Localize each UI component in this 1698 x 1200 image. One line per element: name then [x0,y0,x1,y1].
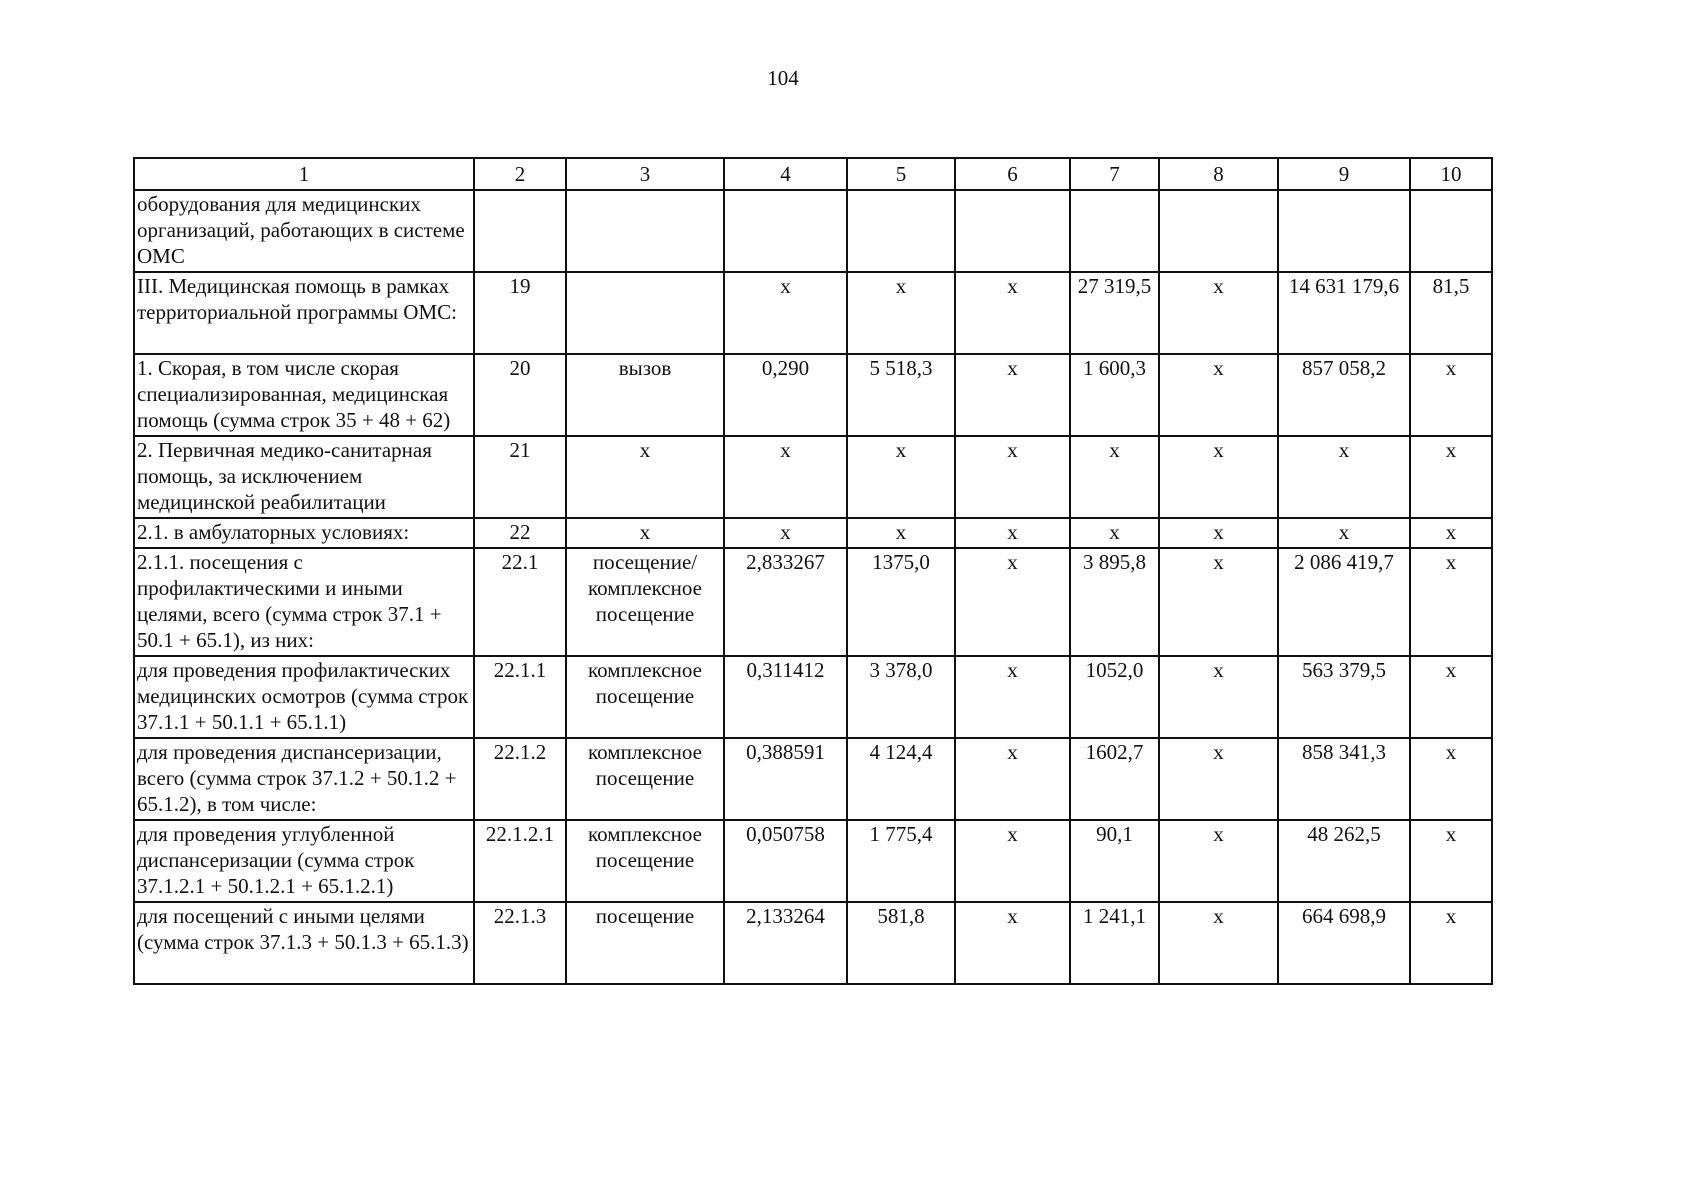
table-row [134,656,1492,738]
table-cell-col-4: 0,388591 [724,738,847,820]
table-cell-col-6: х [955,656,1070,738]
table-cell-col-4 [724,190,847,272]
table-cell-col-2: 22.1.3 [474,902,566,984]
table-row [134,190,1492,272]
table-cell-col-10 [1410,190,1492,272]
table-cell-col-8 [1159,190,1278,272]
table-cell-col-6: х [955,738,1070,820]
table-cell-col-5: 1 775,4 [847,820,955,902]
table-cell-col-7: 3 895,8 [1070,548,1159,656]
table-cell-col-3: х [566,436,724,518]
table-cell-col-6: х [955,548,1070,656]
column-header-1: 1 [134,158,474,190]
table-cell-col-4: 2,833267 [724,548,847,656]
table-cell-col-8: х [1159,548,1278,656]
table-cell-col-7: 1602,7 [1070,738,1159,820]
table-cell-col-1: 2. Первичная медико-санитарная помощь, за исключением медицинской реабилитации [134,436,474,518]
column-header-5: 5 [847,158,955,190]
table-cell-col-4: х [724,436,847,518]
table-cell-col-9: 2 086 419,7 [1278,548,1410,656]
table-cell-col-7: 27 319,5 [1070,272,1159,354]
table-cell-col-5: 1375,0 [847,548,955,656]
table-cell-col-7: 90,1 [1070,820,1159,902]
table-cell-col-4: х [724,272,847,354]
table-cell-col-9: х [1278,436,1410,518]
table-cell-col-2: 21 [474,436,566,518]
table-cell-col-1: 2.1. в амбулаторных условиях: [134,518,474,548]
table-cell-col-3 [566,190,724,272]
table-cell-col-4: 0,290 [724,354,847,436]
column-header-10: 10 [1410,158,1492,190]
table-cell-col-8: х [1159,436,1278,518]
table-cell-col-9: 857 058,2 [1278,354,1410,436]
table-cell-col-10: х [1410,738,1492,820]
table-cell-col-1: 1. Скорая, в том числе скорая специализированная, медицинская помощь (сумма строк 35 + 48 + 62) [134,354,474,436]
table-cell-col-8: х [1159,902,1278,984]
table-row [134,272,1492,354]
table-row [134,738,1492,820]
table-cell-col-8: х [1159,820,1278,902]
table-cell-col-7: 1052,0 [1070,656,1159,738]
table-cell-col-3: посещение [566,902,724,984]
table-cell-col-5: 581,8 [847,902,955,984]
table-row [134,354,1492,436]
table-cell-col-9: 664 698,9 [1278,902,1410,984]
table-cell-col-1: 2.1.1. посещения с профилактическими и иными целями, всего (сумма строк 37.1 + 50.1 + 65.1), из них: [134,548,474,656]
table-cell-col-1: для проведения диспансеризации, всего (сумма строк 37.1.2 + 50.1.2 + 65.1.2), в том числе: [134,738,474,820]
column-header-7: 7 [1070,158,1159,190]
table-cell-col-6: х [955,272,1070,354]
table-cell-col-2: 22.1.2.1 [474,820,566,902]
table-cell-col-7 [1070,190,1159,272]
column-header-9: 9 [1278,158,1410,190]
table-cell-col-10: х [1410,656,1492,738]
table-cell-col-9: 563 379,5 [1278,656,1410,738]
column-header-8: 8 [1159,158,1278,190]
table-header-row [134,158,1492,190]
table-cell-col-1: для посещений с иными целями (сумма строк 37.1.3 + 50.1.3 + 65.1.3) [134,902,474,984]
table-cell-col-4: х [724,518,847,548]
table-cell-col-6: х [955,820,1070,902]
table-cell-col-9 [1278,190,1410,272]
table-cell-col-10: х [1410,548,1492,656]
table-cell-col-8: х [1159,518,1278,548]
table-cell-col-7: 1 241,1 [1070,902,1159,984]
table-cell-col-5: х [847,518,955,548]
column-header-3: 3 [566,158,724,190]
table-cell-col-6: х [955,518,1070,548]
column-header-6: 6 [955,158,1070,190]
table-cell-col-9: 858 341,3 [1278,738,1410,820]
table-cell-col-5 [847,190,955,272]
table-cell-col-3: комплексное посещение [566,738,724,820]
table-cell-col-7: х [1070,518,1159,548]
table-cell-col-2: 22.1.1 [474,656,566,738]
table-cell-col-10: х [1410,436,1492,518]
table-cell-col-1: для проведения углубленной диспансеризации (сумма строк 37.1.2.1 + 50.1.2.1 + 65.1.2.1) [134,820,474,902]
table-cell-col-5: 5 518,3 [847,354,955,436]
table-cell-col-10: х [1410,518,1492,548]
table-cell-col-3 [566,272,724,354]
column-header-4: 4 [724,158,847,190]
table-cell-col-2 [474,190,566,272]
table-cell-col-3: вызов [566,354,724,436]
table-cell-col-3: х [566,518,724,548]
data-table [133,157,1493,985]
table-cell-col-7: х [1070,436,1159,518]
table-cell-col-1: для проведения профилактических медицинских осмотров (сумма строк 37.1.1 + 50.1.1 + 65.1.1) [134,656,474,738]
table-cell-col-8: х [1159,354,1278,436]
table-cell-col-10: 81,5 [1410,272,1492,354]
table-cell-col-3: комплексное посещение [566,656,724,738]
table-cell-col-6: х [955,354,1070,436]
table-cell-col-8: х [1159,272,1278,354]
table-cell-col-5: 4 124,4 [847,738,955,820]
table-cell-col-2: 19 [474,272,566,354]
table-cell-col-9: 48 262,5 [1278,820,1410,902]
table-cell-col-10: х [1410,354,1492,436]
table-cell-col-7: 1 600,3 [1070,354,1159,436]
column-header-2: 2 [474,158,566,190]
table-cell-col-9: 14 631 179,6 [1278,272,1410,354]
table-row [134,902,1492,984]
table-cell-col-8: х [1159,738,1278,820]
table-cell-col-6: х [955,902,1070,984]
table-cell-col-2: 22.1 [474,548,566,656]
table-cell-col-1: оборудования для медицинских организаций, работающих в системе ОМС [134,190,474,272]
table-cell-col-10: х [1410,902,1492,984]
table-cell-col-2: 22.1.2 [474,738,566,820]
table-cell-col-2: 20 [474,354,566,436]
table-cell-col-2: 22 [474,518,566,548]
table-row [134,820,1492,902]
table-cell-col-4: 2,133264 [724,902,847,984]
table-cell-col-10: х [1410,820,1492,902]
table-row [134,436,1492,518]
table-cell-col-4: 0,311412 [724,656,847,738]
page-number: 104 [767,66,799,90]
table-row [134,548,1492,656]
table-cell-col-1: III. Медицинская помощь в рамках территориальной программы ОМС: [134,272,474,354]
table-cell-col-8: х [1159,656,1278,738]
table-cell-col-4: 0,050758 [724,820,847,902]
table-cell-col-5: х [847,436,955,518]
table-cell-col-6: х [955,436,1070,518]
table-cell-col-9: х [1278,518,1410,548]
table-cell-col-5: 3 378,0 [847,656,955,738]
table-cell-col-6 [955,190,1070,272]
table-row [134,518,1492,548]
table-cell-col-3: посещение/ комплексное посещение [566,548,724,656]
table-cell-col-5: х [847,272,955,354]
table-cell-col-3: комплексное посещение [566,820,724,902]
